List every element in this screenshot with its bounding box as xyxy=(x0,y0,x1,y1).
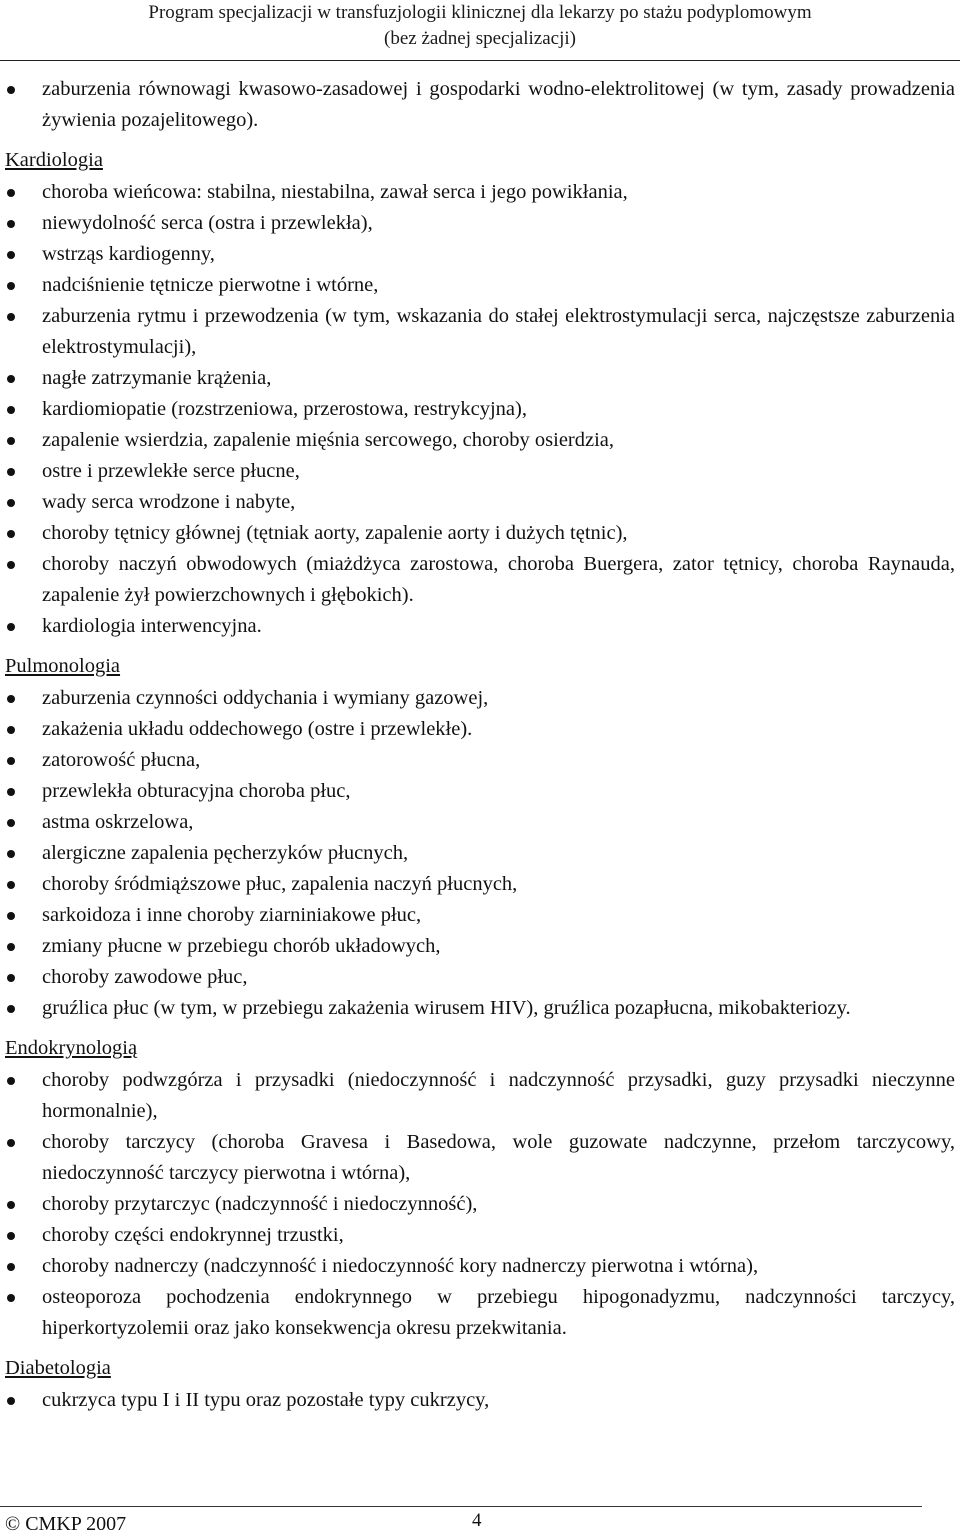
list-item: zakażenia układu oddechowego (ostre i przewlekłe). xyxy=(5,714,955,745)
list-item: astma oskrzelowa, xyxy=(5,807,955,838)
list-item: alergiczne zapalenia pęcherzyków płucnych, xyxy=(5,838,955,869)
page-number: 4 xyxy=(472,1510,482,1531)
list-item: przewlekła obturacyjna choroba płuc, xyxy=(5,776,955,807)
section-list-endokrynologia xyxy=(5,1065,955,1344)
header-divider xyxy=(0,60,960,61)
section-title-endokrynologia: Endokrynologią xyxy=(5,1037,138,1059)
document-body xyxy=(5,74,955,1416)
list-item: wady serca wrodzone i nabyte, xyxy=(5,487,955,518)
list-item: kardiomiopatie (rozstrzeniowa, przerostowa, restrykcyjna), xyxy=(5,394,955,425)
list-item: choroba wieńcowa: stabilna, niestabilna, zawał serca i jego powikłania, xyxy=(5,177,955,208)
section-title-diabetologia: Diabetologia xyxy=(5,1357,111,1379)
list-item: nadciśnienie tętnicze pierwotne i wtórne, xyxy=(5,270,955,301)
footer-divider xyxy=(0,1506,922,1507)
section-title-pulmonologia: Pulmonologia xyxy=(5,655,121,677)
list-item: zaburzenia rytmu i przewodzenia (w tym, wskazania do stałej elektrostymulacji serca, najczęstsze zaburzenia elektrostymulacji), xyxy=(5,301,955,363)
section-list-pulmonologia xyxy=(5,683,955,1024)
list-item: nagłe zatrzymanie krążenia, xyxy=(5,363,955,394)
list-item: zaburzenia czynności oddychania i wymiany gazowej, xyxy=(5,683,955,714)
list-item: zatorowość płucna, xyxy=(5,745,955,776)
list-item: gruźlica płuc (w tym, w przebiegu zakażenia wirusem HIV), gruźlica pozapłucna, mikobakteriozy. xyxy=(5,993,955,1024)
list-item: choroby części endokrynnej trzustki, xyxy=(5,1220,955,1251)
section-list-kardiologia xyxy=(5,177,955,642)
list-item: niewydolność serca (ostra i przewlekła), xyxy=(5,208,955,239)
list-item: wstrząs kardiogenny, xyxy=(5,239,955,270)
list-item: sarkoidoza i inne choroby ziarniniakowe płuc, xyxy=(5,900,955,931)
list-item: choroby śródmiąższowe płuc, zapalenia naczyń płucnych, xyxy=(5,869,955,900)
list-item: zaburzenia równowagi kwasowo-zasadowej i gospodarki wodno-elektrolitowej (w tym, zasady prowadzenia żywienia pozajelitowego). xyxy=(5,74,955,136)
header-line-1: Program specjalizacji w transfuzjologii klinicznej dla lekarzy po stażu podyplomowym xyxy=(148,2,812,23)
list-item: zapalenie wsierdzia, zapalenie mięśnia sercowego, choroby osierdzia, xyxy=(5,425,955,456)
section-list-diabetologia xyxy=(5,1385,955,1416)
list-item: choroby przytarczyc (nadczynność i niedoczynność), xyxy=(5,1189,955,1220)
section-title-kardiologia: Kardiologia xyxy=(5,149,103,171)
header-line-2: (bez żadnej specjalizacji) xyxy=(384,28,576,49)
list-item: cukrzyca typu I i II typu oraz pozostałe typy cukrzycy, xyxy=(5,1385,955,1416)
list-item: choroby zawodowe płuc, xyxy=(5,962,955,993)
intro-list xyxy=(5,74,955,136)
list-item: zmiany płucne w przebiegu chorób układowych, xyxy=(5,931,955,962)
list-item: choroby nadnerczy (nadczynność i niedoczynność kory nadnerczy pierwotna i wtórna), xyxy=(5,1251,955,1282)
list-item: choroby tarczycy (choroba Gravesa i Basedowa, wole guzowate nadczynne, przełom tarczycowy, niedoczynność tarczycy pierwotna i wtórna), xyxy=(5,1127,955,1189)
list-item: choroby podwzgórza i przysadki (niedoczynność i nadczynność przysadki, guzy przysadki nieczynne hormonalnie), xyxy=(5,1065,955,1127)
list-item: ostre i przewlekłe serce płucne, xyxy=(5,456,955,487)
list-item: kardiologia interwencyjna. xyxy=(5,611,955,642)
footer-copyright: © CMKP 2007 xyxy=(5,1513,127,1535)
list-item: choroby tętnicy głównej (tętniak aorty, zapalenie aorty i dużych tętnic), xyxy=(5,518,955,549)
running-header xyxy=(0,0,960,52)
list-item: osteoporoza pochodzenia endokrynnego w przebiegu hipogonadyzmu, nadczynności tarczycy, hiperkortyzolemii oraz jako konsekwencja okresu przekwitania. xyxy=(5,1282,955,1344)
list-item: choroby naczyń obwodowych (miażdżyca zarostowa, choroba Buergera, zator tętnicy, choroba Raynauda, zapalenie żył powierzchownych i głębokich). xyxy=(5,549,955,611)
